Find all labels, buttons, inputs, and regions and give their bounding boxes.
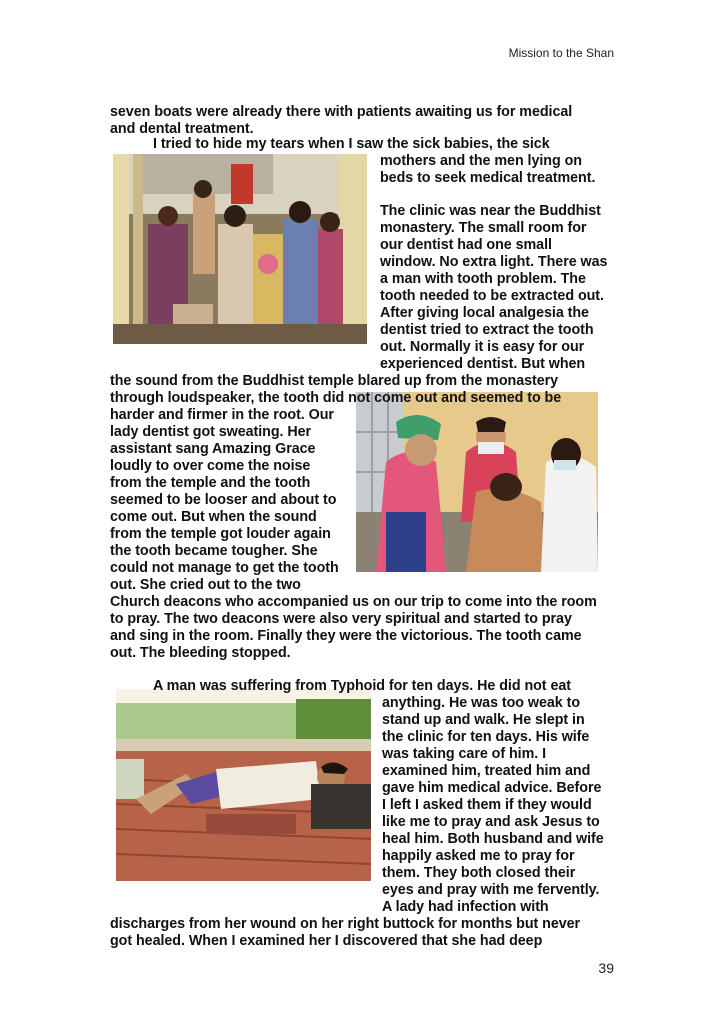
text-line: discharges from her wound on her right buttock for months but never xyxy=(110,916,581,932)
text-line: like me to pray and ask Jesus to xyxy=(382,814,600,830)
text-line: examined him, treated him and xyxy=(382,763,591,779)
text-line: experienced dentist. But when xyxy=(380,356,586,372)
text-line: heal him. Both husband and wife xyxy=(382,831,604,847)
text-line: mothers and the men lying on xyxy=(380,153,582,169)
text-line: A man was suffering from Typhoid for ten days. He did not eat xyxy=(153,678,571,694)
text-line: seven boats were already there with patients awaiting us for medical xyxy=(110,104,573,120)
text-line: out. The bleeding stopped. xyxy=(110,645,291,661)
text-line: harder and firmer in the root. Our xyxy=(110,407,334,423)
text-line: and sing in the room. Finally they were the victorious. The tooth came xyxy=(110,628,582,644)
text-line: beds to seek medical treatment. xyxy=(380,170,596,186)
text-line: happily asked me to pray for xyxy=(382,848,575,864)
photo-dental-extraction xyxy=(356,392,598,572)
text-line: them. They both closed their xyxy=(382,865,576,881)
text-line: loudly to over come the noise xyxy=(110,458,311,474)
text-line: a man with tooth problem. The xyxy=(380,271,586,287)
text-line: the tooth became tougher. She xyxy=(110,543,318,559)
text-line: eyes and pray with me fervently. xyxy=(382,882,600,898)
text-line: out. She cried out to the two xyxy=(110,577,301,593)
page-number: 39 xyxy=(598,960,614,976)
text-line: monastery. The small room for xyxy=(380,220,587,236)
text-line: I tried to hide my tears when I saw the sick babies, the sick xyxy=(153,136,550,152)
text-line: out. Normally it is easy for our xyxy=(380,339,585,355)
text-line: lady dentist got sweating. Her xyxy=(110,424,312,440)
text-line: could not manage to get the tooth xyxy=(110,560,339,576)
text-line: assistant sang Amazing Grace xyxy=(110,441,316,457)
text-line: dentist tried to extract the tooth xyxy=(380,322,594,338)
text-line: I left I asked them if they would xyxy=(382,797,592,813)
text-line: our dentist had one small xyxy=(380,237,552,253)
running-header: Mission to the Shan xyxy=(508,46,614,60)
photo-typhoid-patient xyxy=(116,689,371,881)
text-line: the sound from the Buddhist temple blared up from the monastery xyxy=(110,373,559,389)
text-line: got healed. When I examined her I discovered that she had deep xyxy=(110,933,543,949)
text-line: After giving local analgesia the xyxy=(380,305,589,321)
text-line: from the temple and the tooth xyxy=(110,475,311,491)
text-line: the clinic for ten days. His wife xyxy=(382,729,590,745)
text-line: gave him medical advice. Before xyxy=(382,780,602,796)
text-line: anything. He was too weak to xyxy=(382,695,580,711)
text-line: to pray. The two deacons were also very spiritual and started to pray xyxy=(110,611,572,627)
text-line: The clinic was near the Buddhist xyxy=(380,203,601,219)
text-line: through loudspeaker, the tooth did not come out and seemed to be xyxy=(110,390,562,406)
text-line: seemed to be looser and about to xyxy=(110,492,337,508)
text-line: and dental treatment. xyxy=(110,121,254,137)
text-line: was taking care of him. I xyxy=(382,746,547,762)
text-line: stand up and walk. He slept in xyxy=(382,712,585,728)
text-line: A lady had infection with xyxy=(382,899,549,915)
text-line: come out. But when the sound xyxy=(110,509,317,525)
photo-clinic-crowd xyxy=(113,154,367,344)
text-line: from the temple got louder again xyxy=(110,526,331,542)
text-line: Church deacons who accompanied us on our trip to come into the room xyxy=(110,594,597,610)
text-line: window. No extra light. There was xyxy=(380,254,608,270)
text-line: tooth needed to be extracted out. xyxy=(380,288,604,304)
